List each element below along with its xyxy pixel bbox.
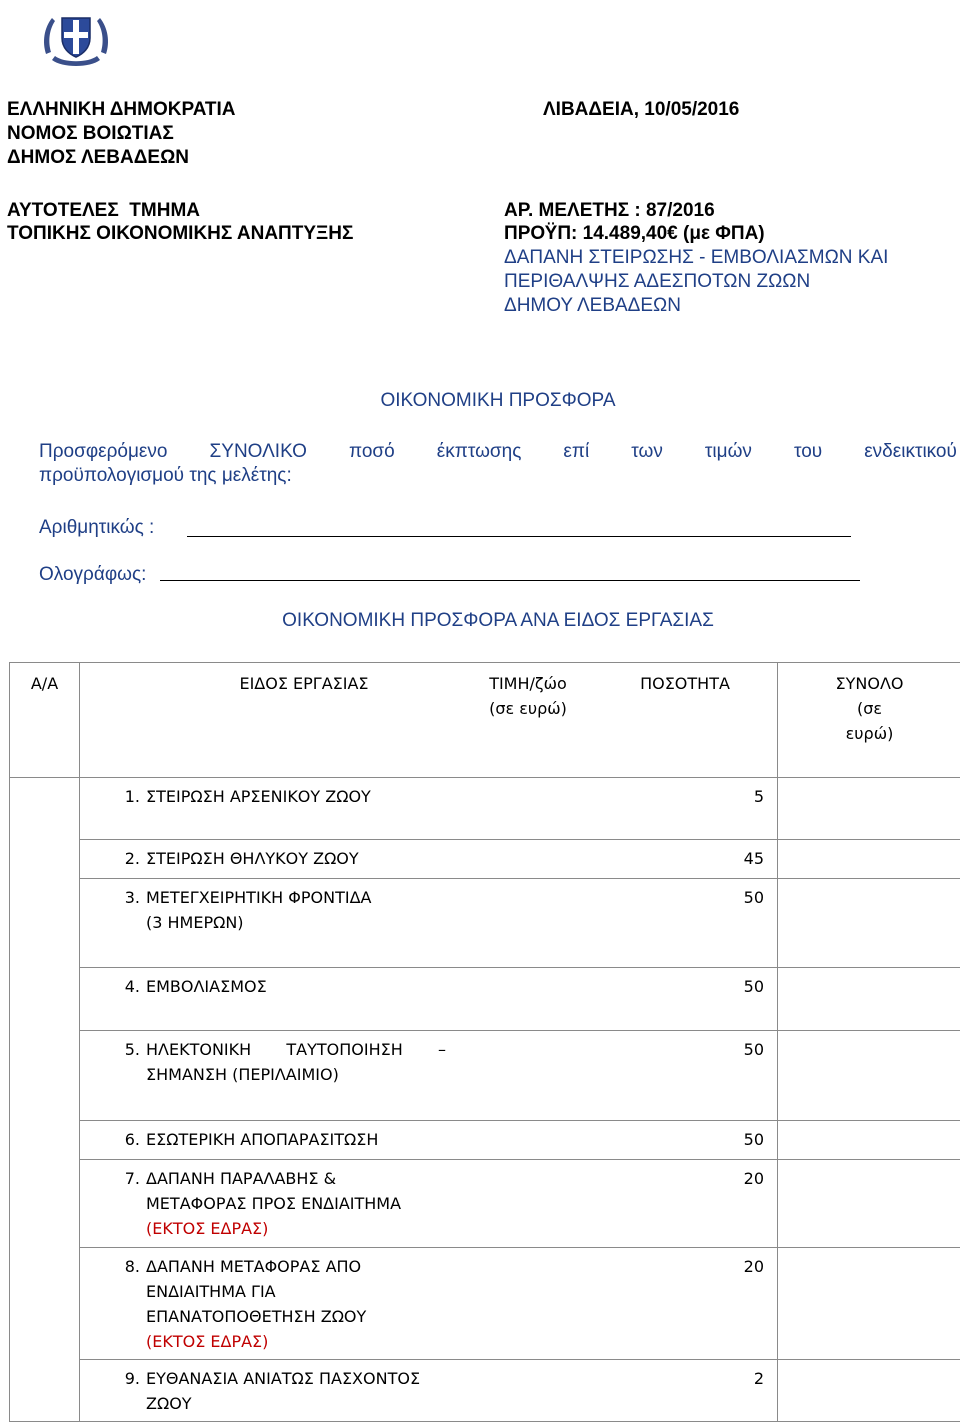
row-description xyxy=(146,885,442,935)
department-line-2: ΤΟΠΙΚΗΣ ΟΙΚΟΝΟΜΙΚΗΣ ΑΝΑΠΤΥΞΗΣ xyxy=(7,223,354,244)
intro-word: έκπτωσης xyxy=(436,441,522,462)
row-quantity: 45 xyxy=(743,849,764,868)
intro-word: τιμών xyxy=(704,441,752,462)
offer-intro-line-2: προϋπολογισμού της μελέτης: xyxy=(39,465,292,486)
row-total-cell xyxy=(778,879,960,968)
row-description-line: ΜΕΤΑΦΟΡΑΣ ΠΡΟΣ ΕΝΔΙΑΙΤΗΜΑ xyxy=(146,1194,402,1213)
row-number: 9. xyxy=(124,1369,140,1388)
row-cell xyxy=(80,879,778,968)
header-left-line-1: ΕΛΛΗΝΙΚΗ ΔΗΜΟΚΡΑΤΙΑ xyxy=(7,99,236,120)
header-price-unit: (σε ευρώ) xyxy=(489,699,567,718)
row-description: ΣΤΕΙΡΩΣΗ ΑΡΣΕΝΙΚΟΥ ΖΩΟΥ xyxy=(146,787,371,806)
row-number: 3. xyxy=(124,888,140,907)
header-price xyxy=(428,671,628,721)
row-description-line: ΕΠΑΝΑΤΟΠΟΘΕΤΗΣΗ ΖΩΟΥ xyxy=(146,1307,367,1326)
intro-word: ενδεικτικού xyxy=(864,441,957,462)
row-description-line: ΕΥΘΑΝΑΣΙΑ ΑΝΙΑΤΩΣ ΠΑΣΧΟΝΤΟΣ xyxy=(146,1369,421,1388)
row-description: ΕΣΩΤΕΡΙΚΗ ΑΠΟΠΑΡΑΣΙΤΩΣΗ xyxy=(146,1130,379,1149)
row-quantity: 5 xyxy=(753,787,764,806)
table-row xyxy=(10,1248,960,1360)
row-total-cell xyxy=(778,1160,960,1248)
row-description: ΕΜΒΟΛΙΑΣΜΟΣ xyxy=(146,977,267,996)
row-note: (ΕΚΤΟΣ ΕΔΡΑΣ) xyxy=(146,1332,269,1351)
row-description-line: ΖΩΟΥ xyxy=(146,1394,192,1413)
table-title: ΟΙΚΟΝΟΜΙΚΗ ΠΡΟΣΦΟΡΑ ΑΝΑ ΕΙΔΟΣ ΕΡΓΑΣΙΑΣ xyxy=(282,610,714,631)
row-cell xyxy=(80,1360,778,1422)
place-date: ΛΙΒΑΔΕΙΑ, 10/05/2016 xyxy=(543,99,740,120)
numeric-amount-label: Αριθμητικώς : xyxy=(39,517,155,538)
row-description-line: ΣΗΜΑΝΣΗ (ΠΕΡΙΛΑΙΜΙΟ) xyxy=(146,1065,339,1084)
row-cell xyxy=(80,968,778,1031)
intro-word: Προσφερόμενο xyxy=(39,441,168,462)
row-description xyxy=(146,1037,446,1087)
subject-line-3: ΔΗΜΟΥ ΛΕΒΑΔΕΩΝ xyxy=(504,295,681,316)
words-amount-line xyxy=(160,580,860,581)
table-row xyxy=(10,968,960,1031)
row-quantity: 20 xyxy=(743,1169,764,1188)
row-description-line: ΔΑΠΑΝΗ ΜΕΤΑΦΟΡΑΣ ΑΠΟ xyxy=(146,1257,362,1276)
row-number: 1. xyxy=(124,787,140,806)
header-type-label: ΕΙΔΟΣ ΕΡΓΑΣΙΑΣ xyxy=(239,674,369,693)
row-cell xyxy=(80,840,778,879)
row-description-line: ΕΝΔΙΑΙΤΗΜΑ ΓΙΑ xyxy=(146,1282,276,1301)
row-quantity: 50 xyxy=(743,1040,764,1059)
table-row xyxy=(10,840,960,879)
row-total-cell xyxy=(778,1121,960,1160)
header-total xyxy=(778,663,960,778)
row-number: 8. xyxy=(124,1257,140,1276)
row-total-cell xyxy=(778,968,960,1031)
row-description xyxy=(146,1366,442,1416)
numeric-amount-line xyxy=(187,536,851,537)
row-description-line: ΗΛΕΚΤΟΝΙΚΗ ΤΑΥΤΟΠΟΙΗΣΗ – xyxy=(146,1040,446,1059)
row-number: 2. xyxy=(124,849,140,868)
intro-word: του xyxy=(793,441,823,462)
header-price-label: ΤΙΜΗ/ζώο xyxy=(489,674,567,693)
intro-word: ΣΥΝΟΛΙΚΟ xyxy=(209,441,307,462)
table-row xyxy=(10,1031,960,1121)
row-description xyxy=(146,1166,442,1241)
department-line-1: ΑΥΤΟΤΕΛΕΣ ΤΜΗΜΑ xyxy=(7,200,200,221)
row-quantity: 50 xyxy=(743,1130,764,1149)
row-quantity: 2 xyxy=(753,1369,764,1388)
intro-word: των xyxy=(631,441,663,462)
table-row xyxy=(10,879,960,968)
row-description-line: ΔΑΠΑΝΗ ΠΑΡΑΛΑΒΗΣ & xyxy=(146,1169,337,1188)
row-total-cell xyxy=(778,840,960,879)
subject-line-1: ΔΑΠΑΝΗ ΣΤΕΙΡΩΣΗΣ - ΕΜΒΟΛΙΑΣΜΩΝ ΚΑΙ xyxy=(504,247,889,268)
header-aa xyxy=(10,663,80,778)
aa-column-cell xyxy=(10,778,80,1422)
intro-word: ποσό xyxy=(349,441,395,462)
row-note: (ΕΚΤΟΣ ΕΔΡΑΣ) xyxy=(146,1219,269,1238)
table-row xyxy=(10,778,960,840)
row-quantity: 20 xyxy=(743,1257,764,1276)
header-total-unit-1: (σε xyxy=(856,699,883,718)
row-quantity: 50 xyxy=(743,888,764,907)
table-header-row xyxy=(10,663,960,778)
words-amount-label: Ολογράφως: xyxy=(39,564,147,585)
header-main xyxy=(80,663,778,778)
budget: ΠΡΟΫΠ: 14.489,40€ (με ΦΠΑ) xyxy=(504,223,765,244)
row-total-cell xyxy=(778,1248,960,1360)
row-total-cell xyxy=(778,778,960,840)
header-total-label: ΣΥΝΟΛΟ xyxy=(835,674,904,693)
row-total-cell xyxy=(778,1360,960,1422)
row-number: 4. xyxy=(124,977,140,996)
subject-line-2: ΠΕΡΙΘΑΛΨΗΣ ΑΔΕΣΠΟΤΩΝ ΖΩΩΝ xyxy=(504,271,811,292)
row-description: ΣΤΕΙΡΩΣΗ ΘΗΛΥΚΟΥ ΖΩΟΥ xyxy=(146,849,359,868)
offer-intro-line-1 xyxy=(39,440,957,463)
header-aa-label: Α/Α xyxy=(30,674,59,693)
header-qty-label: ΠΟΣΟΤΗΤΑ xyxy=(640,674,730,693)
header-total-unit-2: ευρώ) xyxy=(845,724,894,743)
row-description xyxy=(146,1254,442,1354)
header-left-line-2: ΝΟΜΟΣ ΒΟΙΩΤΙΑΣ xyxy=(7,123,174,144)
table-row xyxy=(10,1360,960,1422)
row-total-cell xyxy=(778,1031,960,1121)
offer-table xyxy=(9,662,960,1422)
table-row xyxy=(10,1160,960,1248)
row-number: 6. xyxy=(124,1130,140,1149)
table-row xyxy=(10,1121,960,1160)
row-description-line: ΜΕΤΕΓΧΕΙΡΗΤΙΚΗ ΦΡΟΝΤΙΔΑ xyxy=(146,888,372,907)
row-cell xyxy=(80,1160,778,1248)
offer-title: ΟΙΚΟΝΟΜΙΚΗ ΠΡΟΣΦΟΡΑ xyxy=(380,390,616,411)
coat-of-arms-emblem xyxy=(40,8,112,72)
row-description-line: (3 ΗΜΕΡΩΝ) xyxy=(146,913,244,932)
row-cell xyxy=(80,778,778,840)
intro-word: επί xyxy=(563,441,590,462)
row-number: 5. xyxy=(124,1040,140,1059)
row-cell xyxy=(80,1121,778,1160)
row-quantity: 50 xyxy=(743,977,764,996)
row-cell xyxy=(80,1248,778,1360)
header-left-line-3: ΔΗΜΟΣ ΛΕΒΑΔΕΩΝ xyxy=(7,147,190,168)
row-cell xyxy=(80,1031,778,1121)
row-number: 7. xyxy=(124,1169,140,1188)
study-number: ΑΡ. ΜΕΛΕΤΗΣ : 87/2016 xyxy=(504,200,715,221)
